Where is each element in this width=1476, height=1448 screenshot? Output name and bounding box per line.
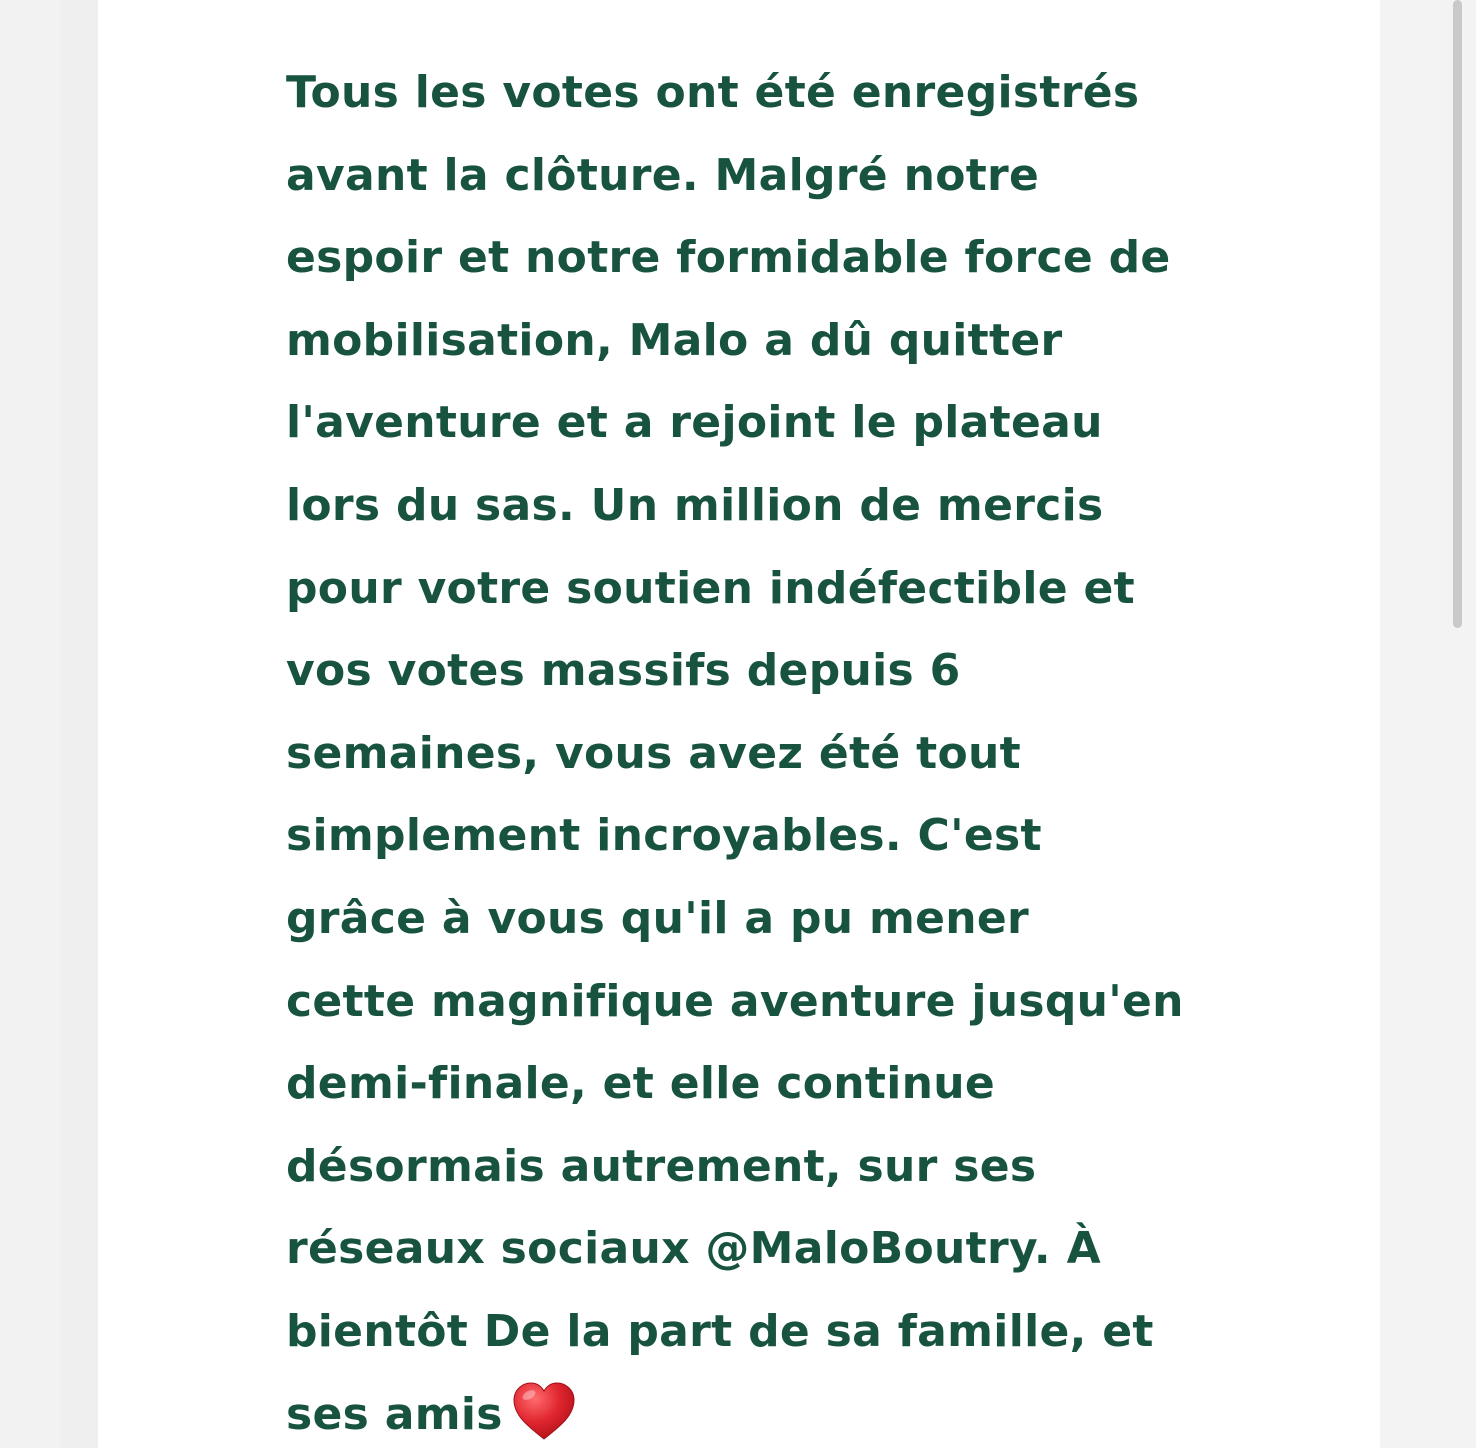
message-line: mobilisation, Malo a dû quitter [286, 314, 1063, 366]
message-line: réseaux sociaux @MaloBoutry. À [286, 1223, 1101, 1275]
message-line: ses amis [286, 1388, 503, 1440]
heart-icon-graphic [511, 1381, 577, 1441]
message-line: pour votre soutien indéfectible et [286, 562, 1135, 614]
message-last-line [286, 1374, 1196, 1448]
message-line: l'aventure et a rejoint le plateau [286, 397, 1103, 449]
message-line: cette magnifique aventure jusqu'en [286, 975, 1184, 1027]
message-line: espoir et notre formidable force de [286, 232, 1171, 284]
message-line: demi-finale, et elle continue [286, 1058, 996, 1110]
message-line: semaines, vous avez été tout [286, 727, 1021, 779]
left-edge [60, 0, 98, 1448]
message-line: lors du sas. Un million de mercis [286, 479, 1104, 531]
heart-icon [511, 1381, 577, 1441]
message-line: Tous les votes ont été enregistrés [286, 67, 1140, 118]
message-line: simplement incroyables. C'est [286, 810, 1042, 862]
post-card [98, 0, 1380, 1448]
message-line: grâce à vous qu'il a pu mener [286, 892, 1030, 944]
message-line: désormais autrement, sur ses [286, 1140, 1037, 1192]
message-line: avant la clôture. Malgré notre [286, 149, 1040, 201]
post-message [286, 52, 1196, 1448]
vertical-scrollbar[interactable] [1451, 0, 1465, 1448]
message-line: vos votes massifs depuis 6 [286, 645, 961, 697]
message-line: bientôt De la part de sa famille, et [286, 1305, 1154, 1357]
scrollbar-thumb[interactable] [1453, 0, 1462, 628]
